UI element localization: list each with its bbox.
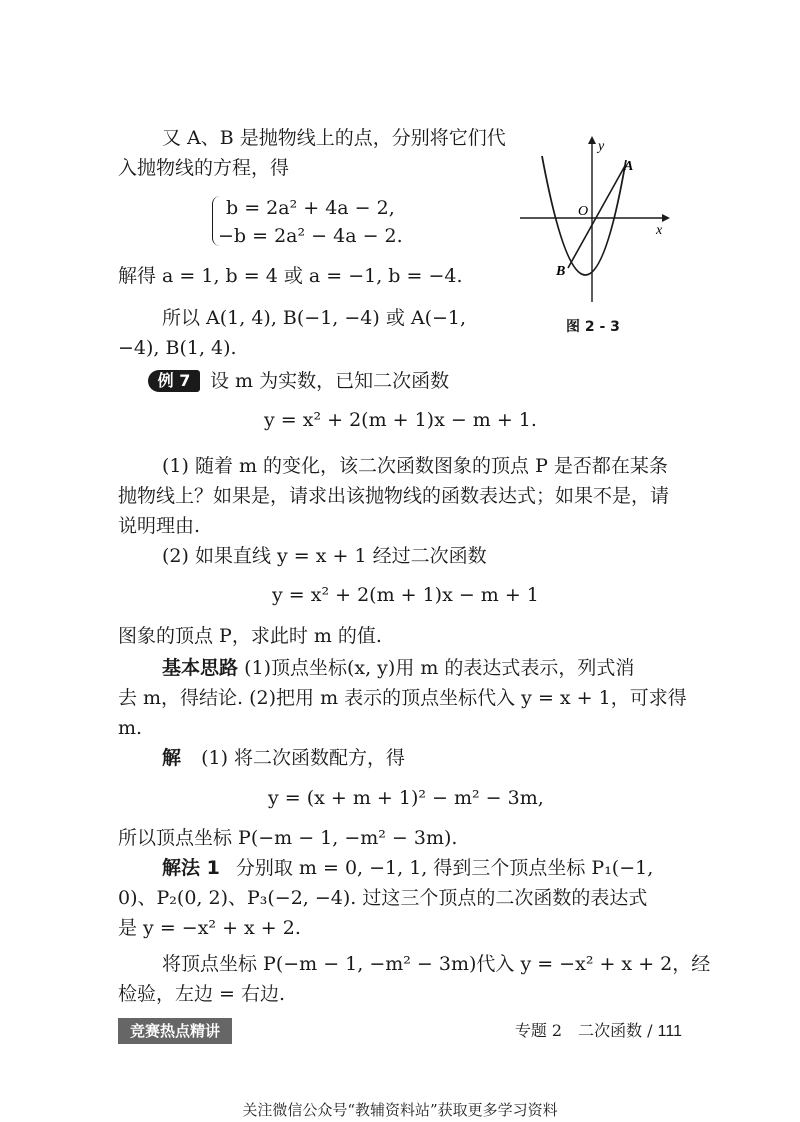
q1-line-1: (1) 随着 m 的变化，该二次函数图象的顶点 P 是否都在某条: [162, 455, 668, 477]
label-y: y: [598, 139, 605, 154]
solution-label: 解: [162, 747, 182, 769]
y-axis-arrow: [588, 136, 596, 144]
figure-caption: 图 2 - 3: [566, 319, 620, 335]
result-line-1: 所以 A(1, 4), B(−1, −4) 或 A(−1,: [162, 307, 467, 329]
x-axis-arrow: [662, 214, 670, 222]
line-ab: [568, 164, 626, 268]
method1-line-2: 0)、P₂(0, 2)、P₃(−2, −4). 过这三个顶点的二次函数的表达式: [118, 887, 648, 909]
section-tag: 竞赛热点精讲: [118, 1018, 232, 1044]
system-eq-2: −b = 2a² − 4a − 2.: [218, 225, 403, 247]
method1-line-5: 检验，左边 = 右边.: [118, 983, 286, 1005]
q1-line-2: 抛物线上？如果是，请求出该抛物线的函数表达式；如果不是，请: [118, 485, 670, 507]
method1-line-3: 是 y = −x² + x + 2.: [118, 917, 301, 939]
running-footer: [515, 1020, 682, 1043]
solution-line-1: [162, 746, 405, 770]
q2-line-2: 图象的顶点 P，求此时 m 的值.: [118, 625, 382, 647]
label-a: A: [624, 159, 634, 174]
method1-line-1: [162, 856, 653, 880]
example-formula: y = x² + 2(m + 1)x − m + 1.: [264, 409, 537, 431]
q2-formula: y = x² + 2(m + 1)x − m + 1: [272, 584, 539, 606]
parabola-figure: [514, 132, 674, 302]
intro-line-1: 又 A、B 是抛物线上的点，分别将它们代: [162, 127, 506, 149]
solution-line-2: 所以顶点坐标 P(−m − 1, −m² − 3m).: [118, 827, 458, 849]
method1-line-4: 将顶点坐标 P(−m − 1, −m² − 3m)代入 y = −x² + x + 2，经: [162, 953, 711, 975]
q2-line-1: (2) 如果直线 y = x + 1 经过二次函数: [162, 545, 487, 567]
solution-formula: y = (x + m + 1)² − m² − 3m,: [268, 787, 544, 809]
idea-text-1: (1)顶点坐标(x, y)用 m 的表达式表示，列式消: [244, 657, 635, 679]
watermark-text: 关注微信公众号“教辅资料站”获取更多学习资料: [242, 1101, 558, 1119]
system-eq-1: b = 2a² + 4a − 2,: [226, 197, 395, 219]
solution-text-1: (1) 将二次函数配方，得: [201, 747, 406, 769]
idea-label: 基本思路: [162, 657, 239, 679]
idea-line-3: m.: [118, 717, 143, 739]
chapter-title: 专题 2 二次函数 /: [514, 1021, 653, 1040]
idea-line-1: [162, 656, 634, 680]
method1-label: 解法 1: [162, 857, 220, 879]
label-o: O: [578, 204, 589, 219]
intro-line-2: 入抛物线的方程，得: [118, 157, 290, 179]
page-number: 111: [657, 1023, 682, 1040]
idea-line-2: 去 m，得结论. (2)把用 m 表示的顶点坐标代入 y = x + 1，可求得: [118, 687, 687, 709]
method1-text-1: 分别取 m = 0, −1, 1, 得到三个顶点坐标 P₁(−1,: [235, 857, 654, 879]
example-intro: 设 m 为实数，已知二次函数: [210, 370, 450, 392]
example-badge: 例 7: [148, 370, 200, 392]
q1-line-3: 说明理由.: [118, 515, 201, 537]
solve-line: 解得 a = 1, b = 4 或 a = −1, b = −4.: [118, 265, 463, 287]
label-b: B: [556, 264, 566, 279]
result-line-2: −4), B(1, 4).: [118, 337, 237, 359]
label-x: x: [656, 223, 663, 238]
